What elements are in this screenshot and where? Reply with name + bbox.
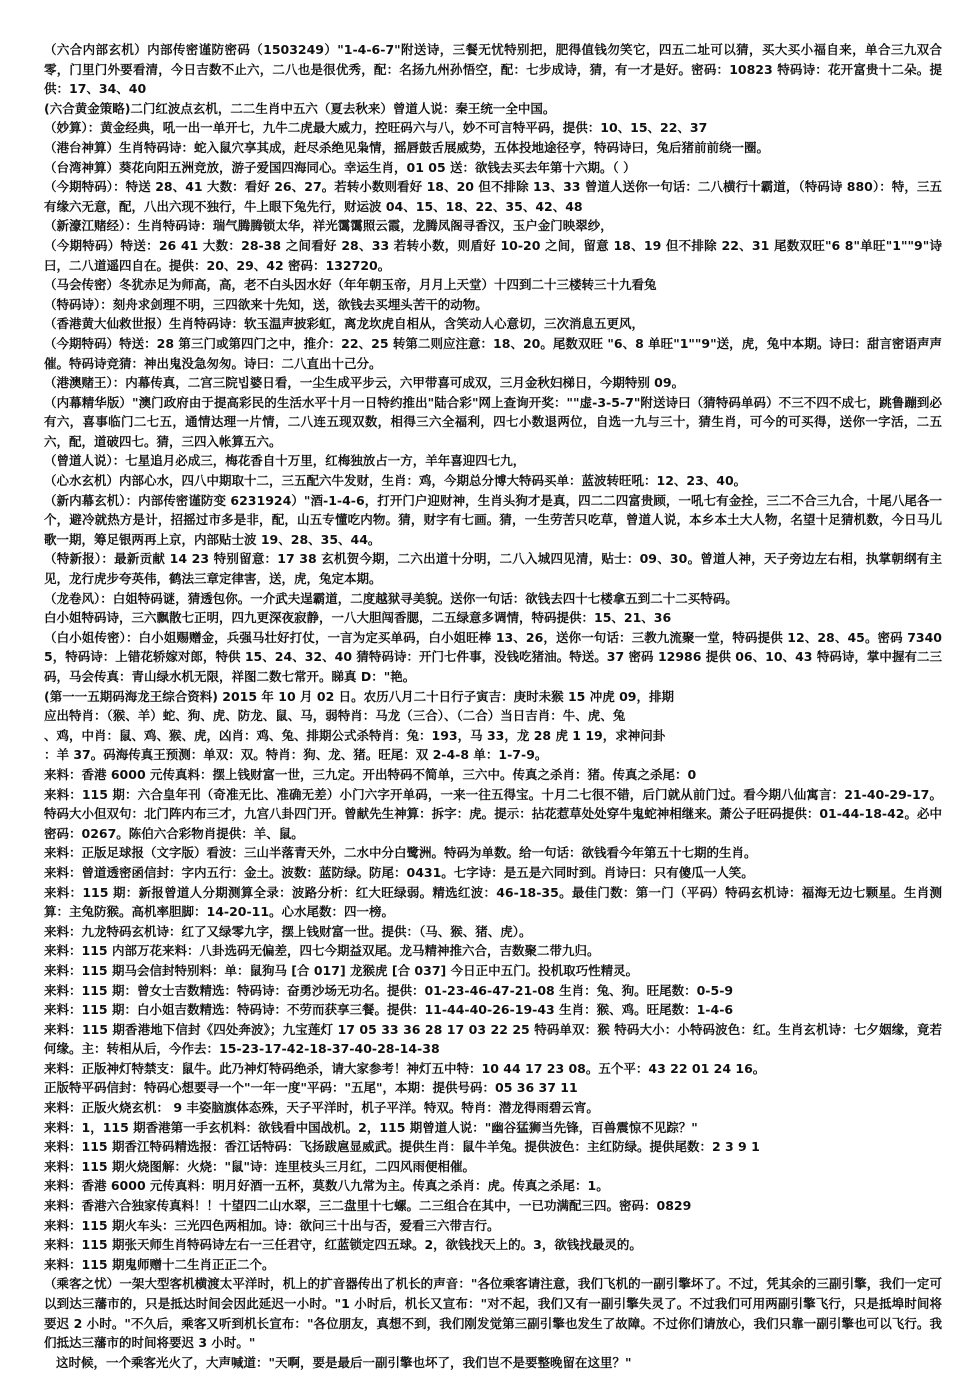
text-paragraph: （今期特码）特送：28 第三门或第四门之中，推介：22、25 转第二则应注意：18、20。尾数双旺 "6、8 单旺"1""9"送，虎，兔中本期。诗曰：甜言密语声声催。特码诗竞猜：神出鬼没急匆匆。诗曰：二八直出十己分。 bbox=[44, 335, 942, 371]
text-paragraph: （新内幕玄机）：内部传密谨防变 6231924）"酒-1-4-6，打开门户迎财神，生肖头狗才是真，四二二四富贵顾，一吼七有金拴，三二不合三九合，十尾八尾各一个，避冷就热方是计，招摇过市多是非，配，山五专懂吃内物。猜，财字有七画。猜，一生劳苦只吃草，曾道人说，本乡本土大人物，名望十足猜机数，今日马儿歌一期，筹足银两再上京，内部贴士波 19、28、35、44。 bbox=[44, 492, 942, 547]
text-paragraph: 来料：正版火烧玄机： 9 丰姿脑旗体态殊，天子平洋时，机子平洋。特双。特肖：潜龙得雨碧云宵。 bbox=[44, 1100, 599, 1116]
text-paragraph: （今期特码）：特送 28、41 大数：看好 26、27。若转小数则看好 18、20 但不排除 13、33 曾道人送你一句话：二八横行十霸道，（特码诗 880）：特，三五有缘六无意，配，八出六现不独行，牛上眼下兔先行，财运波 04、15、18、22、35、42、48 bbox=[44, 179, 942, 214]
text-paragraph: 来料：115 期：新报曾道人分期测算全录：波路分析：红大旺绿弱。精选红波：46-18-35。最佳门数：第一门（平码）特码玄机诗：福海无边七颗星。生肖测算：主兔防猴。高机率胆脚：14-20-11。心水尾数：四一榜。 bbox=[44, 884, 942, 920]
text-paragraph: 来料：香港六合独家传真料！！十望四二山水翠，三二盘里十七螺。二三组合在其中，一已功满配三四。密码：0829 bbox=[44, 1198, 692, 1214]
text-paragraph: 来料：115 期火车头：三光四色两相加。诗：欲问三十出与否，爱看三六带吉行。 bbox=[44, 1217, 500, 1233]
text-paragraph: （妙算）：黄金经典，吼一出一单开七，九牛二虎最大威力，控旺码六与八，妙不可言特平码，提供：10、15、22、37 bbox=[44, 120, 708, 136]
text-paragraph: 来料：115 内部万花来料：八卦选码无偏差，四七今期益双尾。龙马精神推六合，吉数聚二带九归。 bbox=[44, 943, 600, 959]
text-paragraph: （内幕精华版）"澳门政府由于提高彩民的生活水平十月一日特约推出"陆合彩"网上查询开奖：""虚-3-5-7"附送诗曰（猜特码单码）不三不四不成七，跳鲁蹦到必有六，喜事临门二七五，通情达理一片情，二八连五现双数，相得三六全福利，四七小数退两位，自选一九与三十，猜生肖，可今的可买得，送你一字活，二五六，配，道破四七。猜，三四入帐算五六。 bbox=[44, 394, 942, 449]
text-paragraph: 来料：115 期香江特码精选报：香江话特码：飞扬跋扈显威武。提供生肖：鼠牛羊兔。提供波色：主红防绿。提供尾数：2 3 9 1 bbox=[44, 1139, 760, 1155]
text-paragraph: （六合内部玄机）内部传密谨防密码（1503249）"1-4-6-7"附送诗，三餐无忧特别把，肥得值钱勿笑它，四五二址可以猜，买大买小福自来，单合三九双合零，门里门外要看清，今日吉数不止六，二八也是很优秀，配：名扬九州孙悟空，配：七步成诗，猜，有一才是好。密码：10823 特码诗：花开富贵十二朵。提供：17、34、40 bbox=[44, 42, 942, 97]
text-paragraph: 这时候，一个乘客光火了，大声喊道："天啊，要是最后一副引擎也坏了，我们岂不是要整晚留在这里？" bbox=[56, 1354, 632, 1370]
text-paragraph: 来料：115 期：曾女士吉数精选：特码诗：奋勇沙场无功名。提供：01-23-46-47-21-08 生肖：兔、狗。旺尾数：0-5-9 bbox=[44, 982, 734, 998]
text-paragraph: 来料：115 期鬼师赠十二生肖正正二个。 bbox=[44, 1256, 275, 1272]
text-paragraph: (第一一五期码海龙王综合资料) 2015 年 10 月 02 日。农历八月二十日行子寅吉：庚时未猴 15 冲虎 09，排期 bbox=[44, 688, 674, 704]
text-paragraph: （曾道人说）：七星追月必成三，梅花香自十万里，红梅独放占一方，羊年喜迎四七九， bbox=[44, 453, 526, 469]
text-paragraph: （马会传密）冬犹赤足为师高，高，老不白头因水好（年年朝玉帝，月月上天堂）十四到二十三楼转三十九看兔 bbox=[44, 277, 657, 293]
text-paragraph: 来料：115 期张天师生肖特码诗左右一三任君守，红蓝锁定四五球。2，欲钱找天上的。3，欲钱找最灵的。 bbox=[44, 1237, 642, 1253]
document-body bbox=[44, 40, 942, 1372]
text-paragraph: 来料：曾道透密函信封：字内五行：金土。波数：蓝防绿。防尾：0431。七字诗：是五是六同时到。肖诗曰：只有傻瓜一人笑。 bbox=[44, 864, 754, 880]
text-paragraph: 来料：115 期：白小姐吉数精选：特码诗：不劳而获享三餐。提供：11-44-40-26-19-43 生肖：猴、鸡。旺尾数：1-4-6 bbox=[44, 1002, 734, 1018]
text-paragraph: 来料：正版足球报（文字版）看波：三山半落青天外，二水中分白鹭洲。特码为单数。给一句话：欲钱看今年第五十七期的生肖。 bbox=[44, 845, 757, 861]
text-paragraph: 、鸡，中肖：鼠、鸡、猴、虎，凶肖：鸡、兔、排期公式杀特肖：兔：193，马 33，龙 28 虎 1 19，求神问卦 bbox=[44, 727, 666, 743]
text-paragraph: （特码诗）：刻舟求剑理不明，三四欲来十先知，送，欲钱去买埋头苦干的动物。 bbox=[44, 296, 488, 312]
text-paragraph: 来料：115 期：六合皇年刊（奇准无比、准确无差）小门六字开单码，一来一往五得宝。十月二七很不错，后门就从前门过。看今期八仙寓言：21-40-29-17。特码大小但双句：北门阵内布三才，九宫八卦四门开。曾献先生神算：拆字：虎。提示：拈花惹草处处穿牛鬼蛇神相继来。萧公子旺码提供：01-44-18-42。必中密码：0267。陈伯六合彩物肖提供：羊、鼠。 bbox=[44, 786, 942, 841]
text-paragraph: 白小姐特码诗，三六飘散七正明，四九更深夜寂静，一八大胆闯香腮，二五绿意多调情，特码提供：15、21、36 bbox=[44, 610, 672, 626]
text-paragraph: (六合黄金策略)二门红波点玄机，二二生肖中五六（夏去秋来）曾道人说：秦王统一全中国。 bbox=[44, 100, 556, 116]
text-paragraph: 来料：115 期火烧图解：火烧："鼠"诗：连里枝头三月红，二四风雨便相催。 bbox=[44, 1158, 475, 1174]
text-paragraph: （今期特码）特送：26 41 大数：28-38 之间看好 28、33 若转小数，则盾好 10-20 之间，留意 18、19 但不排除 22、31 尾数双旺"6 8"单旺"1""9"诗曰，二八道遥四自在。提供：20、29、42 密码：132720。 bbox=[44, 237, 942, 273]
text-paragraph: ：羊 37。码海传真王预测：单双：双。特肖：狗、龙、猪。旺尾：双 2-4-8 单：1-7-9。 bbox=[44, 747, 548, 763]
text-paragraph: 来料：香港 6000 元传真料：摆上钱财富一世，三九定。开出特码不简单，三六中。传真之杀肖：猪。传真之杀尾：0 bbox=[44, 766, 697, 782]
text-paragraph: 来料：1，115 期香港第一手玄机料：欲钱看中国战机。2，115 期曾道人说："幽谷猛狮当先锋，百兽震惊不见踪？" bbox=[44, 1119, 698, 1135]
text-paragraph: （新濠江赌经）：生肖特码诗：瑞气腾腾锁太华，祥光霭霭照云霞，龙腾凤阁寻香汉，玉户金门映翠纱， bbox=[44, 218, 613, 234]
text-paragraph: 来料：九龙特码玄机诗：红了又绿零九字，摆上钱财富一世。提供：（马、猴、猪、虎）。 bbox=[44, 923, 532, 939]
text-paragraph: 正版特平码信封：特码心想要寻一个"一年一度"平码："五尾"，本期：提供号码：05 36 37 11 bbox=[44, 1080, 578, 1096]
text-paragraph: （台湾神算）葵花向阳五洲竞放，游子爱国四海同心。幸运生肖，01 05 送：欲钱去买去年第十六期。（ ） bbox=[44, 159, 636, 175]
text-paragraph: （心水玄机）内部心水，四八中期取十二，三五配六牛发财，生肖：鸡，今期总分博大特码买单：蓝波转旺吼：12、23、40。 bbox=[44, 473, 747, 489]
text-paragraph: 来料：香港 6000 元传真料：明月好酒一五杯，莫数八九常为主。传真之杀肖：虎。传真之杀尾：1。 bbox=[44, 1178, 609, 1194]
text-paragraph: 来料：115 期香港地下信封《四处奔波》；九宝莲灯 17 05 33 36 28 17 03 22 25 特码单双：猴 特码大小：小特码波色：红。生肖玄机诗：七夕姻缘，竟若何缘。主：转相从后，今作去：15-23-17-42-18-37-40-28-14-38 bbox=[44, 1021, 942, 1057]
text-paragraph: 应出特肖：（猴、羊）蛇、狗、虎、防龙、鼠、马，弱特肖：马龙（三合）、（二合）当日吉肖：牛、虎、兔 bbox=[44, 708, 626, 724]
text-paragraph: （乘客之忧）一架大型客机横渡太平洋时，机上的扩音器传出了机长的声音："各位乘客请注意，我们飞机的一副引擎坏了。不过，凭其余的三副引擎，我们一定可以到达三藩市的，只是抵达时间会因此延迟一小时。"1 小时后，机长又宣布："对不起，我们又有一副引擎失灵了。不过我们可用两副引擎飞行，只是抵埠时间将要迟 2 小时。"不久后，乘客又听到机长宣布："各位朋友，真想不到，我们刚发觉第三副引擎也发生了故障。不过你们请放心，我们只靠一副引擎也可以飞行。我们抵达三藩市的时间将要迟 3 小时。" bbox=[44, 1276, 942, 1351]
text-paragraph: （港澳赌王）：内幕传真，二宫三院빕婆日看，一尘生成平步云，六甲带喜可成双，三月金秋妇梯日，今期特别 09。 bbox=[44, 375, 685, 391]
text-paragraph: （香港黄大仙救世报）生肖特码诗：软玉温声披彩虹，离龙坎虎自相从，含笑动人心意切，三次消息五更风， bbox=[44, 316, 645, 332]
text-paragraph: 来料：115 期马会信封特别料：单：鼠狗马 [合 017] 龙猴虎 [合 037] 今日正中五门。投机取巧性精灵。 bbox=[44, 962, 639, 978]
text-paragraph: （白小姐传密）：白小姐赐赠金，兵强马壮好打仗，一言为定买单码，白小姐旺棒 13、26，送你一句话：三教九流聚一堂，特码提供 12、28、45。密码 73405，特码诗：上错花轿嫁对郎，特供 15、24、32、40 猜特码诗：开门七件事，没钱吃猪油。特送。37 密码 12986 提供 06、10、43 特码诗，掌中握有二三码，马会传真：青山绿水机无限，祥图二数七常开。睇真 D："艳。 bbox=[44, 629, 942, 684]
text-paragraph: 来料：正版神灯特禁支：鼠牛。此乃神灯特码绝杀，请大家参考！神灯五中特：10 44 17 23 08。五个平：43 22 01 24 16。 bbox=[44, 1060, 766, 1076]
text-paragraph: （龙卷风）：白姐特码谜，猜透包你。一介武夫逞霸道，二度越狱寻美貌。送你一句话：欲钱去四十七楼拿五到二十二买特码。 bbox=[44, 590, 738, 606]
text-paragraph: （特新报）：最新贡献 14 23 特别留意：17 38 玄机贺今期，二六出道十分明，二八入城四见清，贴士：09、30。曾道人神，天子旁边左右相，执掌朝纲有主见，龙行虎步夸英伟，鹤法三章定律害，送，虎，兔定本期。 bbox=[44, 551, 942, 587]
text-paragraph: （港台神算）生肖特码诗：蛇入鼠穴享其成，赶尽杀绝见枭情，摇唇鼓舌展威势，五体投地途径亨，特码诗曰，兔后猪前前绕一圈。 bbox=[44, 139, 770, 155]
